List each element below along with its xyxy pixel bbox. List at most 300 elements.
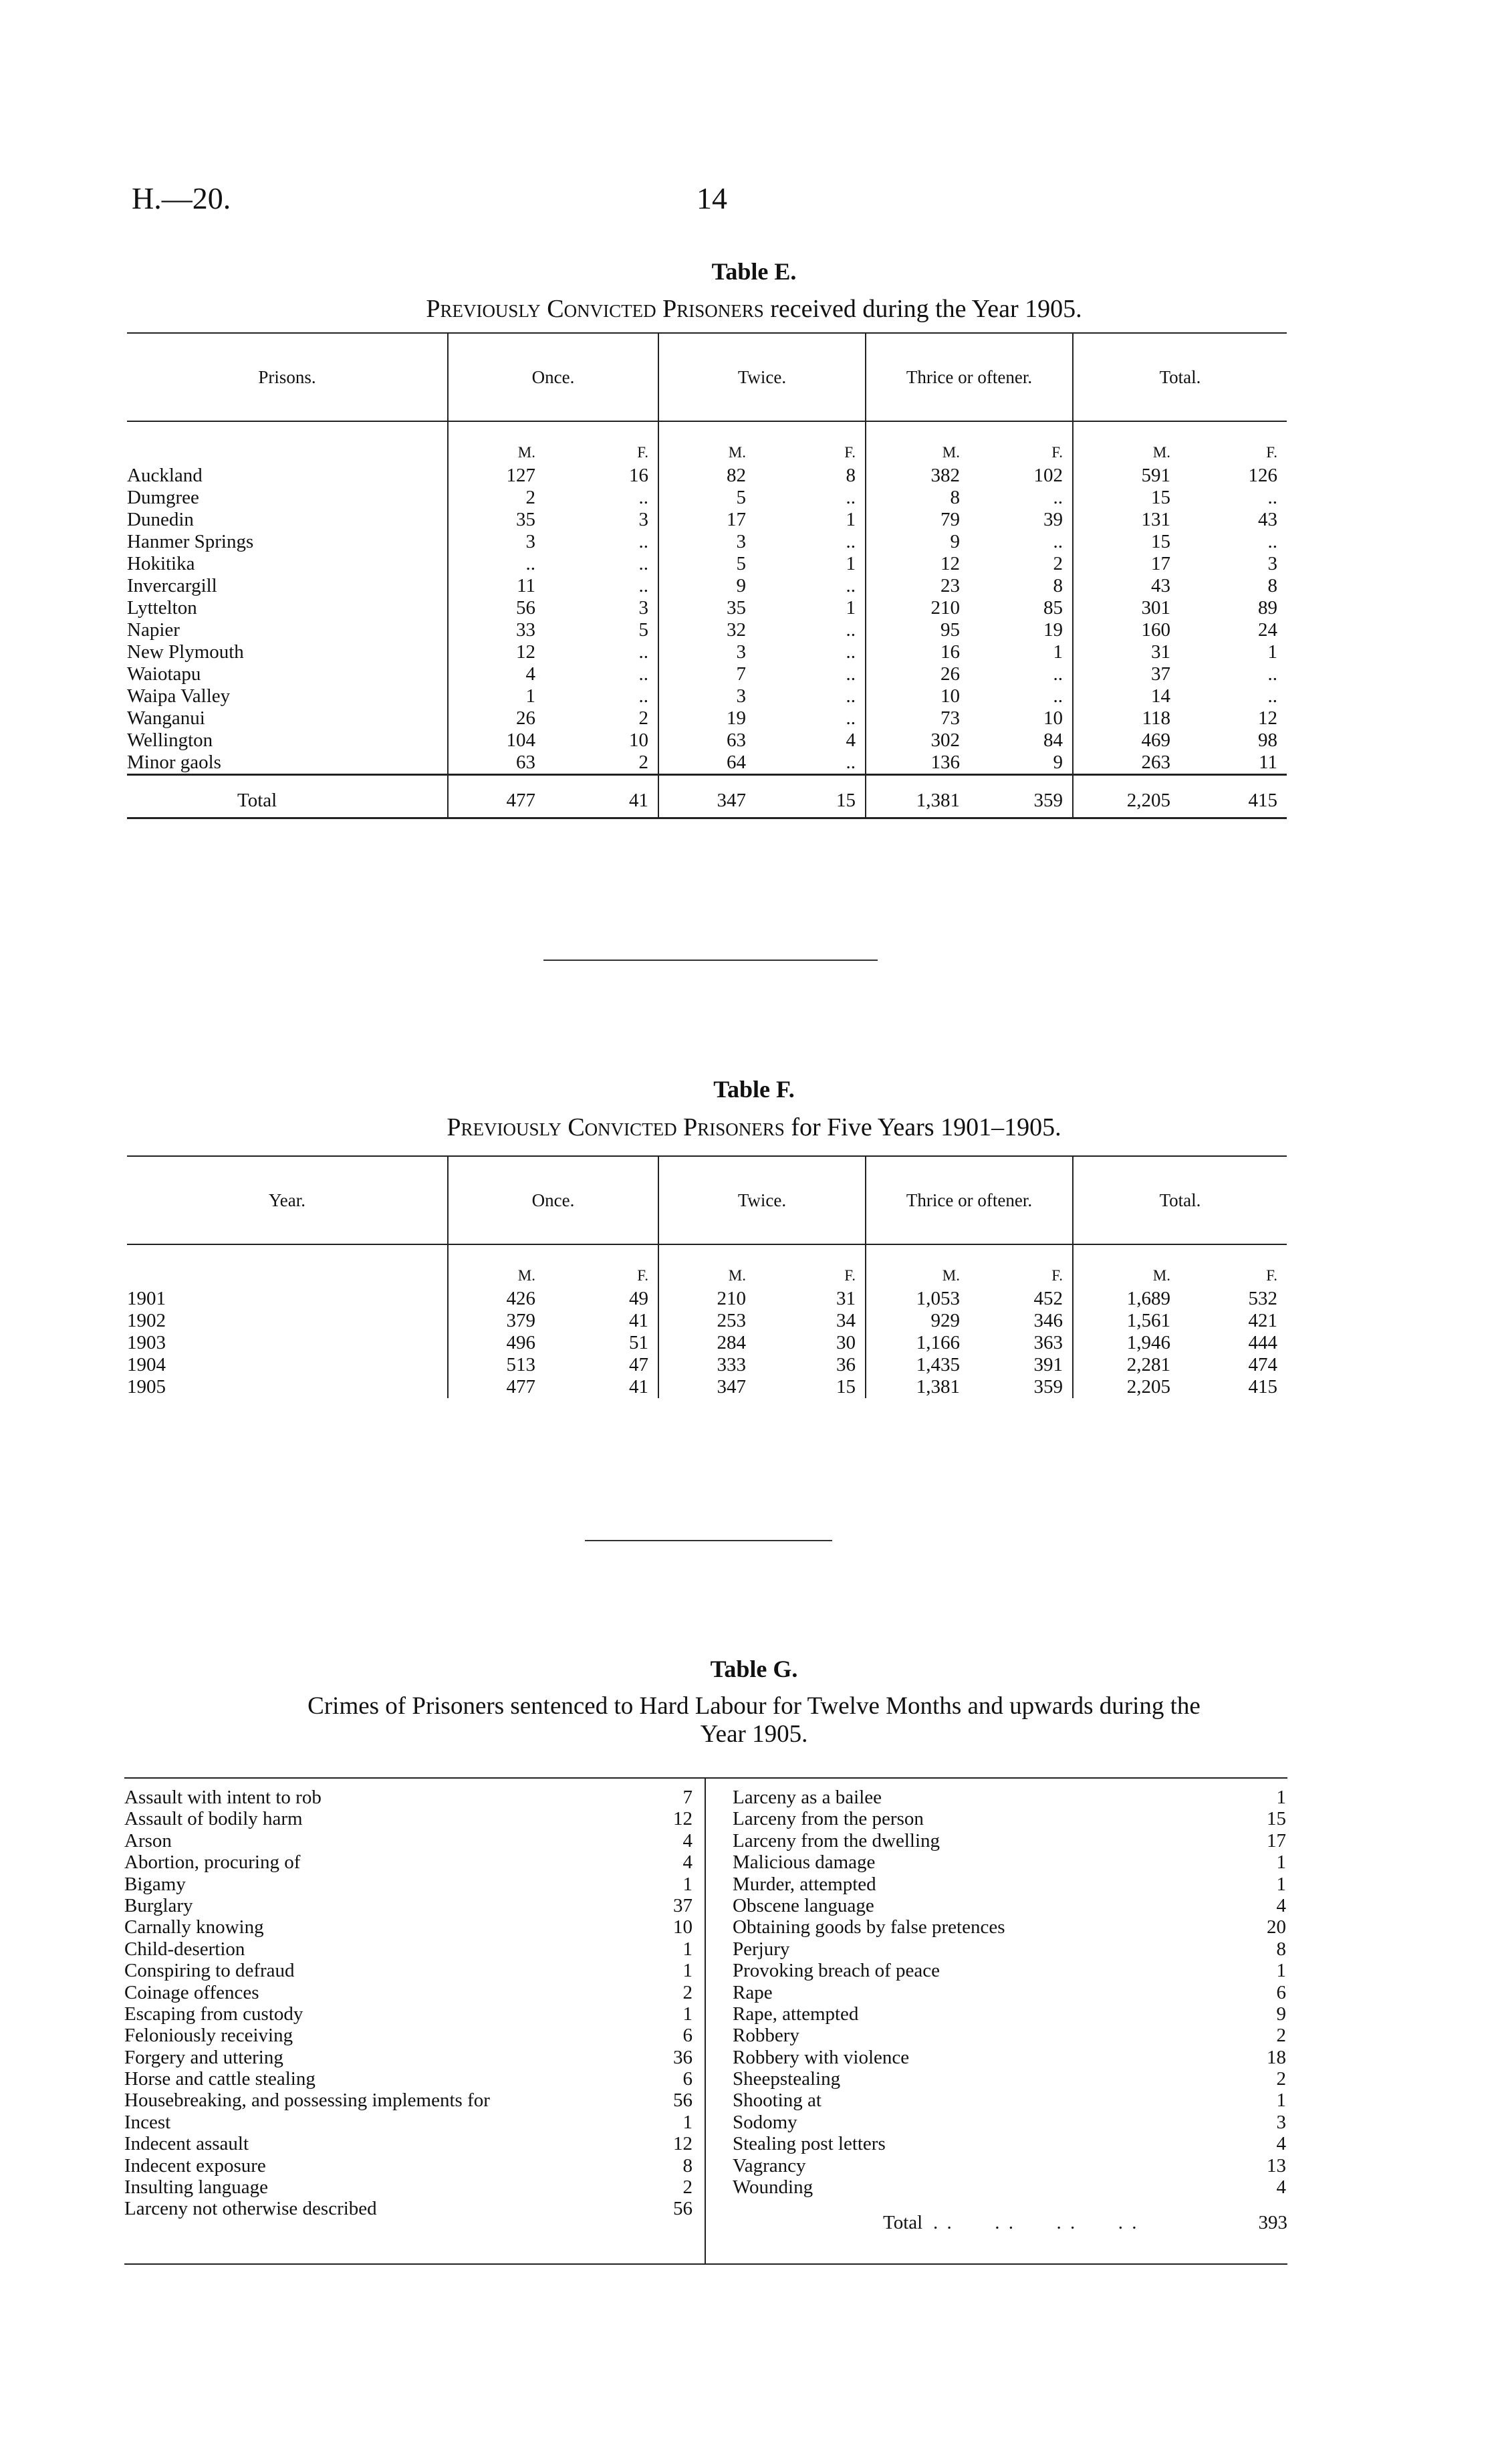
table-cell: ..: [638, 531, 648, 552]
table-cell: 89: [1258, 597, 1277, 619]
crime-count: 9: [1276, 2003, 1286, 2025]
table-cell: 26: [448, 707, 545, 730]
list-item: [124, 2112, 693, 2133]
table-cell: 17: [1073, 553, 1180, 575]
table-cell: 63: [448, 752, 545, 775]
col-thrice: Thrice or oftener.: [866, 1156, 1073, 1244]
row-label-text: Hokitika: [127, 553, 195, 574]
table-e-subtitle-caps: Previously Convicted Prisoners: [426, 295, 764, 323]
crime-label: Horse and cattle stealing: [124, 2068, 316, 2090]
table-cell: 359: [1033, 1376, 1063, 1397]
m-label: M.: [866, 421, 969, 465]
table-cell: ..: [1053, 685, 1063, 707]
list-item: [124, 2133, 693, 2154]
col-thrice: Thrice or oftener.: [866, 333, 1073, 421]
f-label: F.: [1051, 444, 1063, 461]
row-label-text: Waipa Valley: [127, 685, 231, 707]
list-item: [733, 1787, 1286, 1808]
f-label: F.: [844, 1267, 856, 1284]
table-f-subtitle-rest: for Five Years 1901–1905.: [791, 1113, 1061, 1141]
crime-label: Larceny from the person: [733, 1808, 924, 1830]
table-cell: 64: [658, 752, 755, 775]
row-label-text: Wanganui: [127, 707, 205, 729]
table-cell: 43: [1073, 575, 1180, 597]
table-row: [127, 575, 1287, 597]
table-cell: 16: [866, 641, 969, 663]
crime-count: 1: [1276, 2090, 1286, 2112]
crime-label: Housebreaking, and possessing implements for: [124, 2090, 490, 2112]
table-f-subtitle: [0, 1113, 1508, 1142]
crime-label: Burglary: [124, 1894, 193, 1916]
total-cell: 15: [755, 775, 866, 818]
row-label: [127, 597, 448, 619]
list-item: [733, 1808, 1286, 1829]
table-row: [127, 597, 1287, 619]
crime-count: 13: [1267, 2154, 1286, 2176]
table-f: [127, 1155, 1287, 1398]
table-cell: 263: [1073, 752, 1180, 775]
crime-label: Robbery with violence: [733, 2046, 910, 2068]
crime-label: Rape: [733, 1981, 773, 2003]
crime-label: Arson: [124, 1829, 172, 1852]
table-cell: 8: [866, 487, 969, 509]
table-cell: 1: [1053, 641, 1063, 663]
table-cell: 41: [629, 1376, 648, 1397]
table-cell: 12: [1258, 707, 1277, 729]
crime-count: 56: [673, 2090, 693, 2112]
row-label-text: New Plymouth: [127, 641, 244, 663]
row-label: [127, 685, 448, 707]
table-cell: 47: [629, 1354, 648, 1375]
table-g-right-column: [733, 1787, 1286, 2198]
table-cell: ..: [846, 663, 856, 685]
leader-dots: . . . . . . . .: [933, 2212, 1139, 2233]
table-cell: 79: [866, 509, 969, 531]
table-cell: 210: [866, 597, 969, 619]
table-cell: ..: [846, 531, 856, 552]
table-cell: 49: [629, 1288, 648, 1309]
table-cell: 3: [638, 509, 648, 530]
table-cell: 10: [629, 730, 648, 751]
list-item: [124, 2155, 693, 2176]
m-label: M.: [1073, 1244, 1180, 1288]
total-cell: 359: [969, 775, 1073, 818]
crime-label: Murder, attempted: [733, 1873, 876, 1895]
table-cell: 452: [1033, 1288, 1063, 1309]
document-reference: H.—20.: [132, 181, 231, 215]
table-cell: 532: [1248, 1288, 1277, 1309]
crime-count: 37: [673, 1894, 693, 1916]
list-item: [733, 2090, 1286, 2111]
table-cell: 102: [1033, 465, 1063, 486]
table-cell: ..: [1053, 487, 1063, 508]
table-cell: 302: [866, 730, 969, 752]
table-g-subtitle-line2: Year 1905.: [700, 1720, 808, 1748]
table-g-total-label: Total: [883, 2212, 923, 2233]
table-cell: 9: [866, 531, 969, 553]
row-label: [127, 1376, 448, 1398]
crime-count: 10: [673, 1916, 693, 1938]
row-label-text: Waiotapu: [127, 663, 201, 685]
table-cell: 9: [1053, 752, 1063, 773]
table-cell: 8: [846, 465, 856, 486]
table-row: [127, 663, 1287, 685]
col-prisons: Prisons.: [127, 333, 448, 421]
table-cell: 1,166: [866, 1332, 969, 1354]
table-cell: 12: [448, 641, 545, 663]
col-twice: Twice.: [658, 333, 866, 421]
table-g-subtitle-line1: Crimes of Prisoners sentenced to Hard Labour for Twelve Months and upwards during the: [307, 1692, 1201, 1720]
table-cell: 14: [1073, 685, 1180, 707]
table-cell: 32: [658, 619, 755, 641]
list-item: [733, 2155, 1286, 2176]
row-label: [127, 531, 448, 553]
table-e-title: Table E.: [711, 258, 797, 285]
list-item: [124, 2047, 693, 2068]
f-label: F.: [637, 1267, 648, 1284]
table-f-subtitle-caps: Previously Convicted Prisoners: [447, 1113, 785, 1141]
table-cell: 5: [658, 553, 755, 575]
table-cell: 41: [629, 1310, 648, 1331]
table-cell: ..: [1053, 663, 1063, 685]
row-label-text: 1903: [127, 1332, 166, 1353]
column-divider: [705, 1779, 706, 2263]
table-cell: 15: [1073, 531, 1180, 553]
table-cell: 118: [1073, 707, 1180, 730]
table-cell: 36: [836, 1354, 856, 1375]
total-cell: 347: [658, 775, 755, 818]
table-cell: ..: [1267, 487, 1277, 508]
total-cell: 1,381: [866, 775, 969, 818]
row-label: [127, 1288, 448, 1310]
table-row: [127, 531, 1287, 553]
table-row: [127, 1310, 1287, 1332]
list-item: [733, 1960, 1286, 1981]
row-label-text: Minor gaols: [127, 752, 221, 773]
table-row: [127, 553, 1287, 575]
table-cell: 4: [448, 663, 545, 685]
table-row: [127, 487, 1287, 509]
crime-label: Obscene language: [733, 1894, 874, 1916]
table-cell: ..: [638, 487, 648, 508]
page-number: 14: [697, 181, 727, 215]
list-item: [733, 2068, 1286, 2090]
table-cell: 2,281: [1073, 1354, 1180, 1376]
table-cell: 95: [866, 619, 969, 641]
table-cell: ..: [448, 553, 545, 575]
crime-label: Stealing post letters: [733, 2133, 886, 2155]
crime-label: Assault with intent to rob: [124, 1787, 322, 1808]
crime-label: Robbery: [733, 2025, 799, 2047]
table-cell: 3: [658, 641, 755, 663]
table-cell: 98: [1258, 730, 1277, 751]
crime-count: 1: [682, 1938, 693, 1960]
table-cell: ..: [846, 685, 856, 707]
f-label: F.: [1051, 1267, 1063, 1284]
crime-label: Larceny from the dwelling: [733, 1829, 940, 1852]
crime-count: 17: [1267, 1829, 1286, 1852]
col-twice: Twice.: [658, 1156, 866, 1244]
list-item: [124, 2068, 693, 2090]
table-g-title: Table G.: [710, 1656, 798, 1682]
total-label-text: Total: [237, 789, 277, 811]
crime-label: Child-desertion: [124, 1938, 245, 1960]
list-item: [124, 1916, 693, 1938]
table-row: [127, 465, 1287, 487]
table-cell: 17: [658, 509, 755, 531]
crime-label: Indecent exposure: [124, 2154, 266, 2176]
table-cell: 477: [448, 1376, 545, 1398]
m-label: M.: [448, 1244, 545, 1288]
row-label: [127, 1310, 448, 1332]
table-cell: 10: [866, 685, 969, 707]
table-cell: 2: [448, 487, 545, 509]
crime-label: Bigamy: [124, 1873, 186, 1895]
table-e-subtitle: [0, 294, 1508, 324]
crime-count: 12: [673, 2133, 693, 2155]
row-label: [127, 487, 448, 509]
table-cell: 591: [1073, 465, 1180, 487]
table-cell: 469: [1073, 730, 1180, 752]
table-cell: 1: [1267, 641, 1277, 663]
row-label-text: Invercargill: [127, 575, 217, 596]
table-cell: 15: [836, 1376, 856, 1397]
crime-count: 36: [673, 2046, 693, 2068]
table-cell: 391: [1033, 1354, 1063, 1375]
table-cell: ..: [846, 575, 856, 596]
crime-count: 1: [1276, 1787, 1286, 1808]
table-cell: 1,946: [1073, 1332, 1180, 1354]
col-once: Once.: [448, 1156, 658, 1244]
row-label: [127, 663, 448, 685]
table-cell: 513: [448, 1354, 545, 1376]
list-item: [733, 2003, 1286, 2025]
row-label: [127, 553, 448, 575]
row-label: [127, 509, 448, 531]
table-cell: 11: [448, 575, 545, 597]
table-row: [127, 619, 1287, 641]
table-cell: ..: [1053, 531, 1063, 552]
table-cell: 3: [638, 597, 648, 619]
list-item: [733, 2025, 1286, 2046]
table-cell: 9: [658, 575, 755, 597]
crime-count: 4: [1276, 2133, 1286, 2155]
table-cell: 421: [1248, 1310, 1277, 1331]
table-cell: ..: [846, 619, 856, 641]
table-cell: 51: [629, 1332, 648, 1353]
table-cell: 63: [658, 730, 755, 752]
table-cell: 347: [658, 1376, 755, 1398]
total-cell: 2,205: [1073, 775, 1180, 818]
table-cell: 2: [638, 752, 648, 773]
table-row: [127, 1332, 1287, 1354]
crime-label: Conspiring to defraud: [124, 1960, 295, 1982]
table-row: [127, 1354, 1287, 1376]
crime-count: 1: [682, 2111, 693, 2133]
total-row: [127, 775, 1287, 818]
table-cell: 3: [658, 685, 755, 707]
crime-label: Wounding: [733, 2176, 813, 2199]
crime-count: 4: [682, 1829, 693, 1852]
crime-label: Provoking breach of peace: [733, 1960, 940, 1982]
table-cell: 136: [866, 752, 969, 775]
crime-label: Larceny as a bailee: [733, 1787, 882, 1808]
crime-count: 1: [682, 1960, 693, 1982]
table-cell: 24: [1258, 619, 1277, 641]
table-g: [124, 1777, 1287, 2265]
list-item: [124, 1852, 693, 1873]
crime-count: 1: [682, 2003, 693, 2025]
list-item: [733, 1830, 1286, 1852]
col-year: Year.: [127, 1156, 448, 1244]
crime-label: Abortion, procuring of: [124, 1852, 301, 1874]
table-cell: 2: [1053, 553, 1063, 574]
list-item: [124, 2003, 693, 2025]
table-cell: 37: [1073, 663, 1180, 685]
list-item: [124, 1938, 693, 1960]
table-cell: 363: [1033, 1332, 1063, 1353]
list-item: [124, 2090, 693, 2111]
table-cell: 3: [658, 531, 755, 553]
table-cell: 1,689: [1073, 1288, 1180, 1310]
crime-label: Forgery and uttering: [124, 2046, 283, 2068]
table-cell: 1: [846, 597, 856, 619]
table-cell: 496: [448, 1332, 545, 1354]
table-cell: 31: [1073, 641, 1180, 663]
table-cell: 5: [638, 619, 648, 641]
table-cell: 19: [1043, 619, 1063, 641]
row-label-text: Lyttelton: [127, 597, 197, 619]
crime-label: Carnally knowing: [124, 1916, 264, 1938]
list-item: [733, 1895, 1286, 1916]
crime-label: Incest: [124, 2111, 171, 2133]
section-divider: [585, 1540, 832, 1541]
table-cell: 474: [1248, 1354, 1277, 1375]
table-cell: 23: [866, 575, 969, 597]
crime-label: Larceny not otherwise described: [124, 2198, 377, 2220]
list-item: [124, 2025, 693, 2046]
table-cell: 1,561: [1073, 1310, 1180, 1332]
table-cell: 1,435: [866, 1354, 969, 1376]
list-item: [124, 1895, 693, 1916]
table-cell: 415: [1248, 1376, 1277, 1397]
table-cell: ..: [1267, 663, 1277, 685]
table-row: [127, 1376, 1287, 1398]
row-label-text: Wellington: [127, 730, 213, 751]
table-cell: 104: [448, 730, 545, 752]
row-label: [127, 1332, 448, 1354]
crime-label: Malicious damage: [733, 1852, 876, 1874]
table-row: [127, 1288, 1287, 1310]
crime-label: Insulting language: [124, 2176, 269, 2199]
table-f-title: Table F.: [713, 1076, 795, 1103]
crime-count: 1: [1276, 1852, 1286, 1874]
table-g-total-value: 393: [1258, 2212, 1287, 2233]
list-item: [733, 1874, 1286, 1895]
table-cell: 1,053: [866, 1288, 969, 1310]
crime-count: 2: [682, 1981, 693, 2003]
col-total: Total.: [1073, 1156, 1287, 1244]
table-cell: 16: [629, 465, 648, 486]
total-cell: 477: [448, 775, 545, 818]
table-cell: 19: [658, 707, 755, 730]
table-cell: ..: [638, 575, 648, 596]
crime-label: Feloniously receiving: [124, 2025, 293, 2047]
crime-count: 6: [682, 2068, 693, 2090]
crime-count: 8: [1276, 1938, 1286, 1960]
table-cell: ..: [846, 752, 856, 773]
table-cell: 26: [866, 663, 969, 685]
crime-count: 8: [682, 2154, 693, 2176]
table-cell: 382: [866, 465, 969, 487]
crime-label: Sodomy: [733, 2111, 797, 2133]
table-cell: ..: [846, 641, 856, 663]
list-item: [124, 2198, 693, 2219]
crime-label: Sheepstealing: [733, 2068, 841, 2090]
row-label-text: 1902: [127, 1310, 166, 1331]
table-cell: 426: [448, 1288, 545, 1310]
table-g-total-row: [733, 2212, 1287, 2239]
table-cell: 1: [846, 509, 856, 530]
total-label: [127, 775, 448, 818]
m-label: M.: [866, 1244, 969, 1288]
list-item: [124, 1808, 693, 1829]
table-cell: 35: [658, 597, 755, 619]
table-cell: 73: [866, 707, 969, 730]
m-label: M.: [658, 421, 755, 465]
table-cell: 3: [1267, 553, 1277, 574]
crime-count: 2: [1276, 2068, 1286, 2090]
crime-count: 20: [1267, 1916, 1286, 1938]
table-row: [127, 752, 1287, 775]
table-cell: 379: [448, 1310, 545, 1332]
table-cell: 43: [1258, 509, 1277, 530]
crime-count: 18: [1267, 2046, 1286, 2068]
crime-label: Coinage offences: [124, 1981, 259, 2003]
table-g-left-column: [124, 1787, 693, 2220]
row-label-text: Hanmer Springs: [127, 531, 254, 552]
table-cell: 1: [448, 685, 545, 707]
row-label: [127, 641, 448, 663]
table-cell: 8: [1053, 575, 1063, 596]
table-cell: 39: [1043, 509, 1063, 530]
table-cell: 85: [1043, 597, 1063, 619]
list-item: [124, 1830, 693, 1852]
table-cell: 4: [846, 730, 856, 751]
table-cell: 127: [448, 465, 545, 487]
table-cell: ..: [846, 707, 856, 729]
crime-count: 4: [682, 1852, 693, 1874]
table-cell: 15: [1073, 487, 1180, 509]
row-label-text: 1901: [127, 1288, 166, 1309]
col-once: Once.: [448, 333, 658, 421]
table-cell: 3: [448, 531, 545, 553]
table-cell: 11: [1259, 752, 1277, 773]
table-cell: 8: [1267, 575, 1277, 596]
table-cell: 160: [1073, 619, 1180, 641]
list-item: [124, 1982, 693, 2003]
table-cell: 210: [658, 1288, 755, 1310]
table-cell: 2: [638, 707, 648, 729]
table-row: [127, 707, 1287, 730]
total-cell: 41: [545, 775, 658, 818]
row-label: [127, 619, 448, 641]
table-cell: 56: [448, 597, 545, 619]
row-label-text: Napier: [127, 619, 180, 641]
f-label: F.: [1266, 444, 1277, 461]
table-cell: ..: [638, 553, 648, 574]
table-cell: 10: [1043, 707, 1063, 729]
